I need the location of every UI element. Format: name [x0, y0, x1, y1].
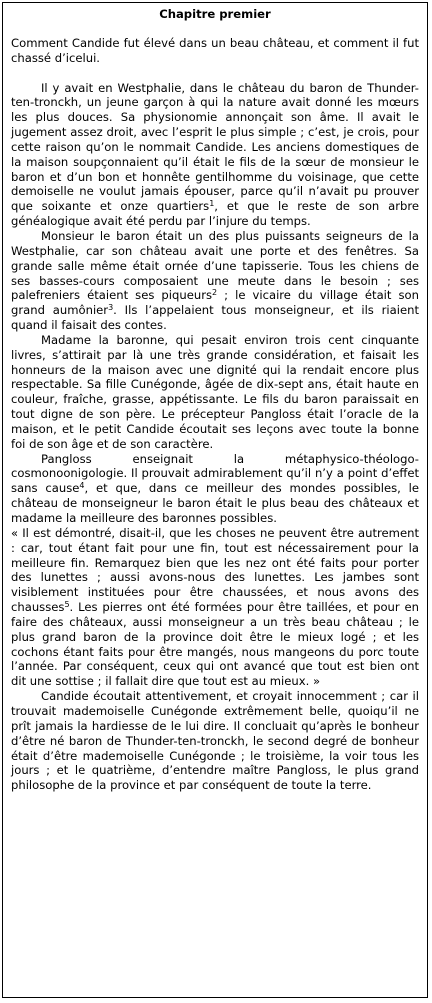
- paragraph-text: , et que le reste de son arbre généalogique avait été perdu par l’injure du temps.: [11, 199, 419, 229]
- paragraph-3: [11, 333, 419, 452]
- paragraph-text: . Les pierres ont été formées pour être taillées, et pour en faire des châteaux, aussi monseigneur a un très beau château ; le plus grand baron de la province doit être le mieux logé ; et les cochons étant faits pour être mangés, nous mangeons du porc toute l’année. Par conséquent, ceux qui ont avancé que tout est bien ont dit une sottise ; il fallait dire que tout est au mieux. »: [11, 600, 419, 689]
- paragraph-2: [11, 229, 419, 333]
- footnote-ref[interactable]: 1: [209, 199, 215, 209]
- footnote-ref[interactable]: 5: [64, 600, 70, 610]
- paragraph-text: « Il est démontré, disait-il, que les choses ne peuvent être autrement : car, tout étant fait pour une fin, tout est nécessairement pour la meilleure fin. Remarquez bien que les nez ont été faits pour porter des lunettes ; aussi avons-nous des lunettes. Les jambes sont visiblement instituées pour être chaussées, et nous avons des chausses: [11, 525, 419, 615]
- paragraph-1: [11, 81, 419, 229]
- paragraph-text: Candide écoutait attentivement, et croyait innocemment ; car il trouvait mademoiselle Cunégonde extrêmement belle, quoiqu’il ne prît jamais la hardiesse de le lui dire. Il concluait qu’après le bonheur d’être né baron de Thunder-ten-tronckh, le second degré de bonheur était d’être mademoiselle Cunégonde ; le troisième, la voir tous les jours ; et le quatrième, d’entendre maître Pangloss, le plus grand philosophe de la province et par conséquent de toute la terre.: [11, 689, 419, 793]
- footnote-ref[interactable]: 4: [79, 481, 85, 491]
- chapter-summary: Comment Candide fut élevé dans un beau château, et comment il fut chassé d’icelui.: [11, 35, 419, 65]
- paragraph-text: Madame la baronne, qui pesait environ trois cent cinquante livres, s’attirait par là une très grande considération, et faisait les honneurs de la maison avec une dignité qui la rendait encore plus respectable. Sa fille Cunégonde, âgée de dix-sept ans, était haute en couleur, fraîche, grasse, appétissante. Le fils du baron paraissait en tout digne de son père. Le précepteur Pangloss était l’oracle de la maison, et le petit Candide écoutait ses leçons avec toute la bonne foi de son âge et de son caractère.: [11, 332, 419, 451]
- paragraph-text: ; le vicaire du village était son grand aumônier: [11, 288, 419, 318]
- paragraph-text: Monsieur le baron était un des plus puissants seigneurs de la Westphalie, car son château avait une porte et des fenêtres. Sa grande salle même était ornée d’une tapisserie. Tous les chiens de ses basses-cours composaient une meute dans le besoin ; ses palefreniers étaient ses piqueurs: [11, 228, 419, 303]
- paragraph-6: [11, 689, 419, 793]
- paragraph-text: Il y avait en Westphalie, dans le château du baron de Thunder-ten-tronckh, un jeune garçon à qui la nature avait donné les mœurs les plus douces. Sa physionomie annonçait son âme. Il avait le jugement assez droit, avec l’esprit le plus simple ; c’est, je crois, pour cette raison qu’on le nommait Candide. Les anciens domestiques de la maison soupçonnaient qu’il était le fils de la sœur de monsieur le baron et d’un bon et honnête gentilhomme du voisinage, que cette demoiselle ne voulut jamais épouser, parce qu’il n’avait pu prouver que soixante et onze quartiers: [11, 80, 419, 214]
- footnote-ref[interactable]: 2: [212, 288, 218, 298]
- chapter-title: Chapitre premier: [159, 7, 271, 21]
- footnote-ref[interactable]: 3: [108, 303, 114, 313]
- paragraph-text: Pangloss enseignait la métaphysico-théologo-cosmonoonigologie. Il prouvait admirablement qu’il n’y a point d’effet sans cause: [11, 451, 419, 496]
- paragraph-text: . Ils l’appelaient tous monseigneur, et ils riaient quand il faisait des contes.: [11, 303, 419, 333]
- paragraph-text: , et que, dans ce meilleur des mondes possibles, le château de monseigneur le baron était le plus beau des châteaux et madame la meilleure des baronnes possibles.: [11, 481, 420, 525]
- text-frame: [2, 2, 428, 998]
- paragraph-4: [11, 452, 419, 526]
- paragraph-5: [11, 526, 419, 689]
